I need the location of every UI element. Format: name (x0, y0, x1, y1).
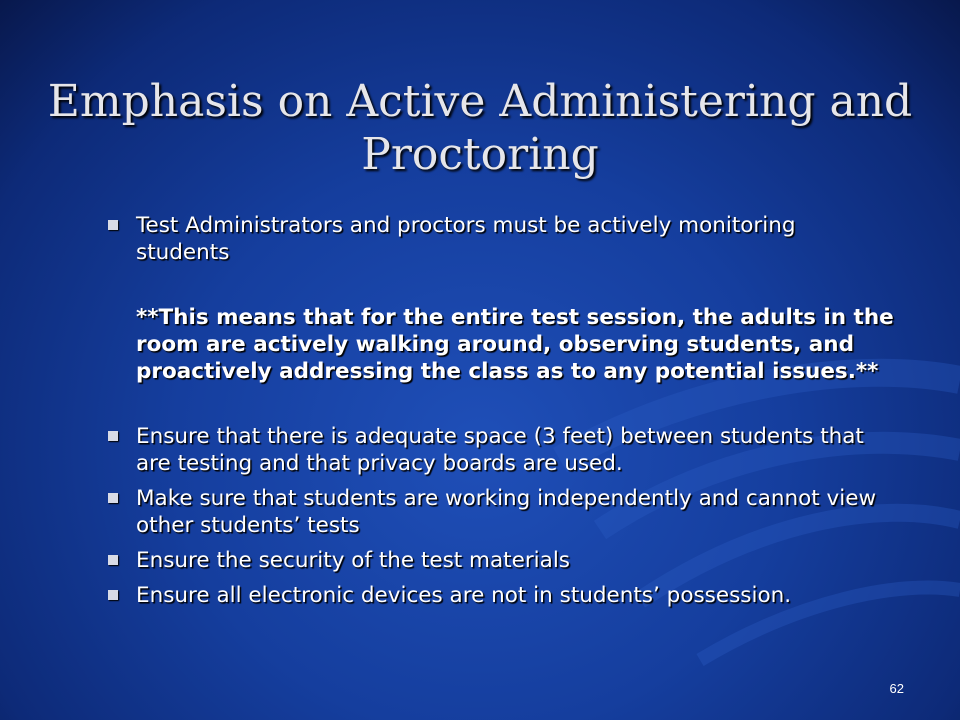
bullet-text: Ensure that there is adequate space (3 feet) between students that are testing and that privacy boards are used. (136, 424, 864, 476)
square-bullet-icon (108, 493, 118, 503)
slide-title: Emphasis on Active Administering and Proctoring (47, 76, 913, 180)
list-item (104, 485, 894, 539)
list-item (104, 423, 894, 477)
square-bullet-icon (108, 431, 118, 441)
list-item (104, 547, 894, 574)
slide-body (104, 212, 894, 609)
bullet-text: Test Administrators and proctors must be actively monitoring students (136, 213, 796, 265)
square-bullet-icon (108, 590, 118, 600)
emphasis-note: **This means that for the entire test session, the adults in the room are actively walking around, observing students, and proactively addressing the class as to any potential issues.** (136, 305, 894, 384)
bullet-text: Ensure all electronic devices are not in students’ possession. (136, 583, 792, 608)
square-bullet-icon (108, 555, 118, 565)
slide-number: 62 (889, 681, 904, 696)
square-bullet-icon (108, 220, 118, 230)
bullet-text: Ensure the security of the test materials (136, 548, 570, 573)
bullet-text: Make sure that students are working independently and cannot view other students’ tests (136, 486, 877, 538)
list-item (104, 582, 894, 609)
list-item (104, 212, 894, 266)
